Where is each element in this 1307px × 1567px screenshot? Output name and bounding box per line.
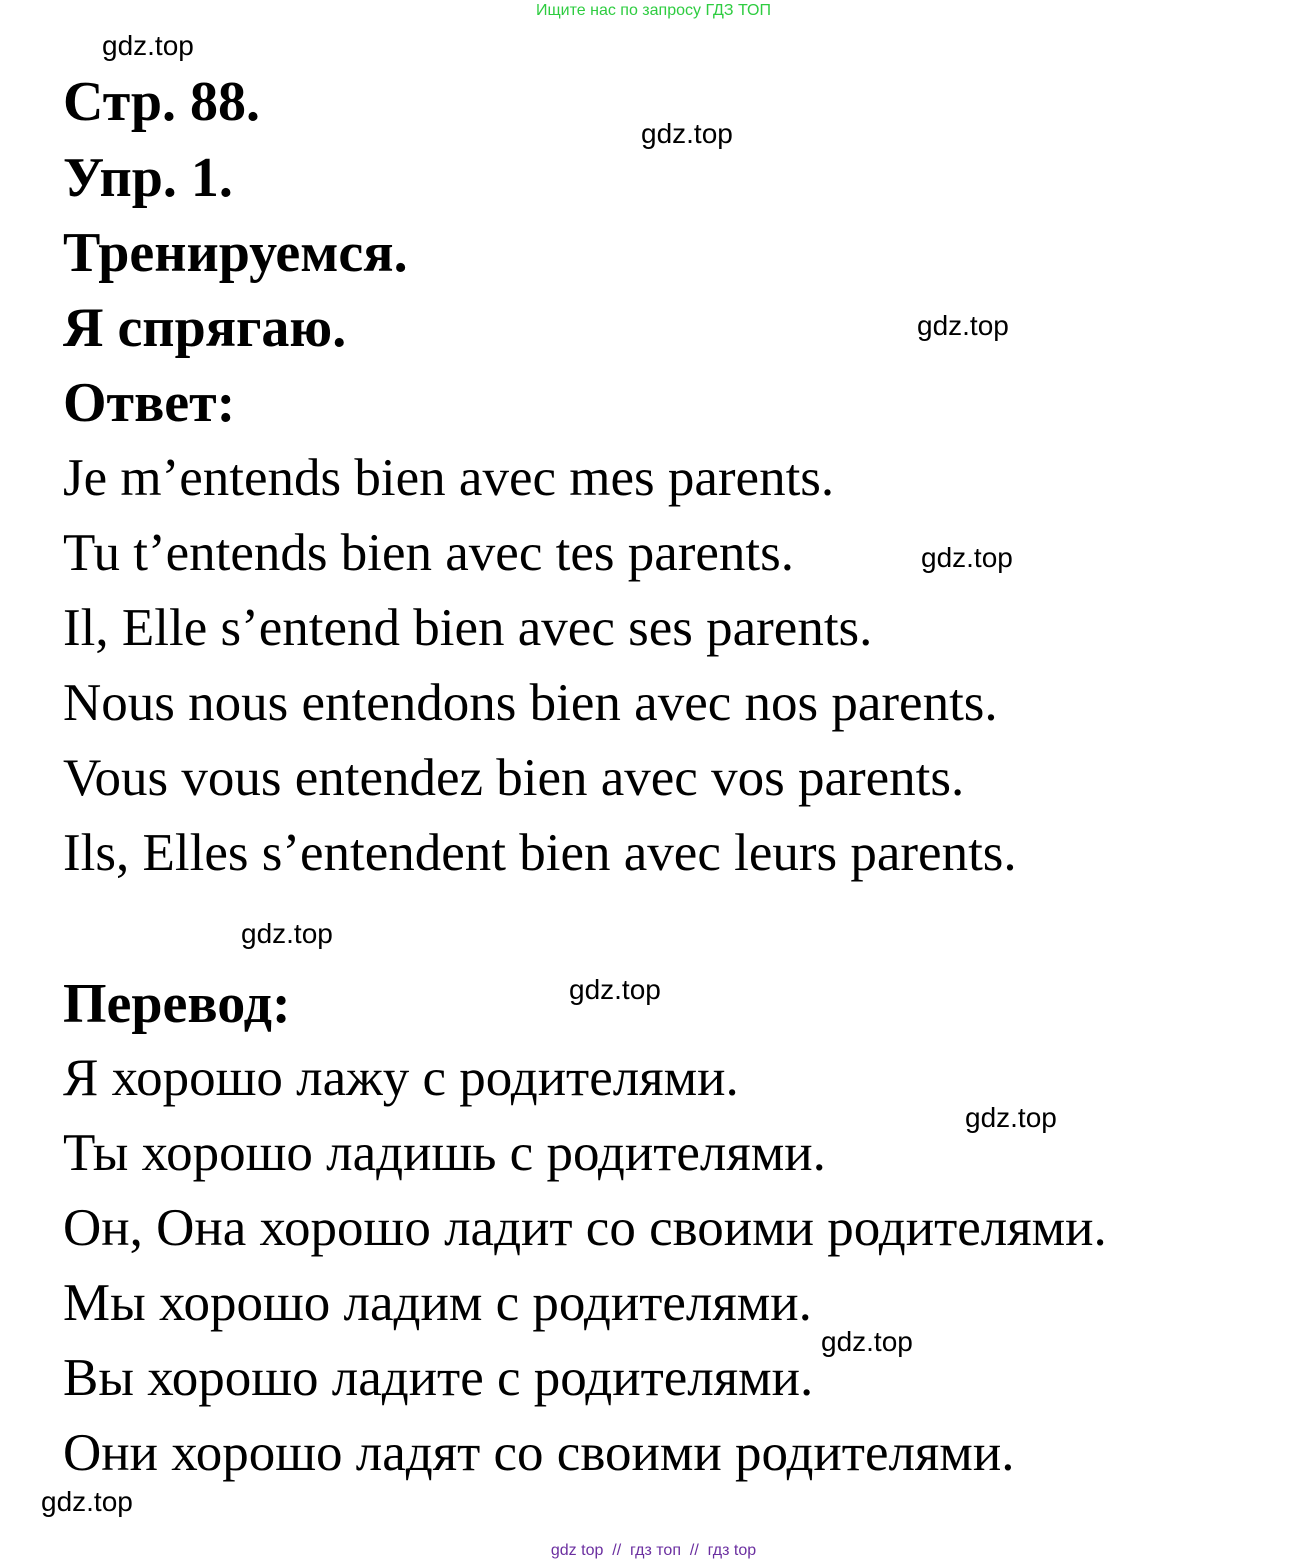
answer-heading: Ответ:	[63, 372, 236, 434]
watermark: gdz.top	[921, 542, 1013, 573]
exercise-heading: Упр. 1.	[63, 147, 233, 209]
watermark: gdz.top	[917, 310, 1009, 341]
top-banner[interactable]: Ищите нас по запросу ГДЗ ТОП	[536, 2, 771, 19]
watermark: gdz.top	[821, 1326, 913, 1357]
answer-line: Je m’entends bien avec mes parents.	[63, 449, 835, 507]
watermark: gdz.top	[641, 118, 733, 149]
translation-line: Ты хорошо ладишь с родителями.	[63, 1124, 826, 1182]
page-number-heading: Стр. 88.	[63, 71, 261, 133]
answer-line: Vous vous entendez bien avec vos parents.	[63, 749, 965, 807]
task-heading: Я спрягаю.	[63, 297, 347, 359]
watermark: gdz.top	[965, 1102, 1057, 1133]
answer-line: Tu t’entends bien avec tes parents.	[63, 524, 795, 582]
translation-line: Он, Она хорошо ладит со своими родителями.	[63, 1199, 1107, 1257]
translation-line: Я хорошо лажу с родителями.	[63, 1049, 739, 1107]
answer-line: Nous nous entendons bien avec nos parents.	[63, 674, 998, 732]
watermark: gdz.top	[569, 974, 661, 1005]
bottom-banner[interactable]: gdz top // гдз топ // гдз top	[550, 1542, 757, 1559]
watermark: gdz.top	[41, 1486, 133, 1517]
translation-line: Вы хорошо ладите с родителями.	[63, 1349, 814, 1407]
translation-heading: Перевод:	[63, 973, 291, 1035]
translation-line: Они хорошо ладят со своими родителями.	[63, 1424, 1015, 1482]
watermark: gdz.top	[241, 918, 333, 949]
answer-line: Il, Elle s’entend bien avec ses parents.	[63, 599, 873, 657]
watermark: gdz.top	[102, 30, 194, 61]
section-heading: Тренируемся.	[63, 222, 408, 284]
answer-line: Ils, Elles s’entendent bien avec leurs parents.	[63, 824, 1017, 882]
translation-line: Мы хорошо ладим с родителями.	[63, 1274, 812, 1332]
